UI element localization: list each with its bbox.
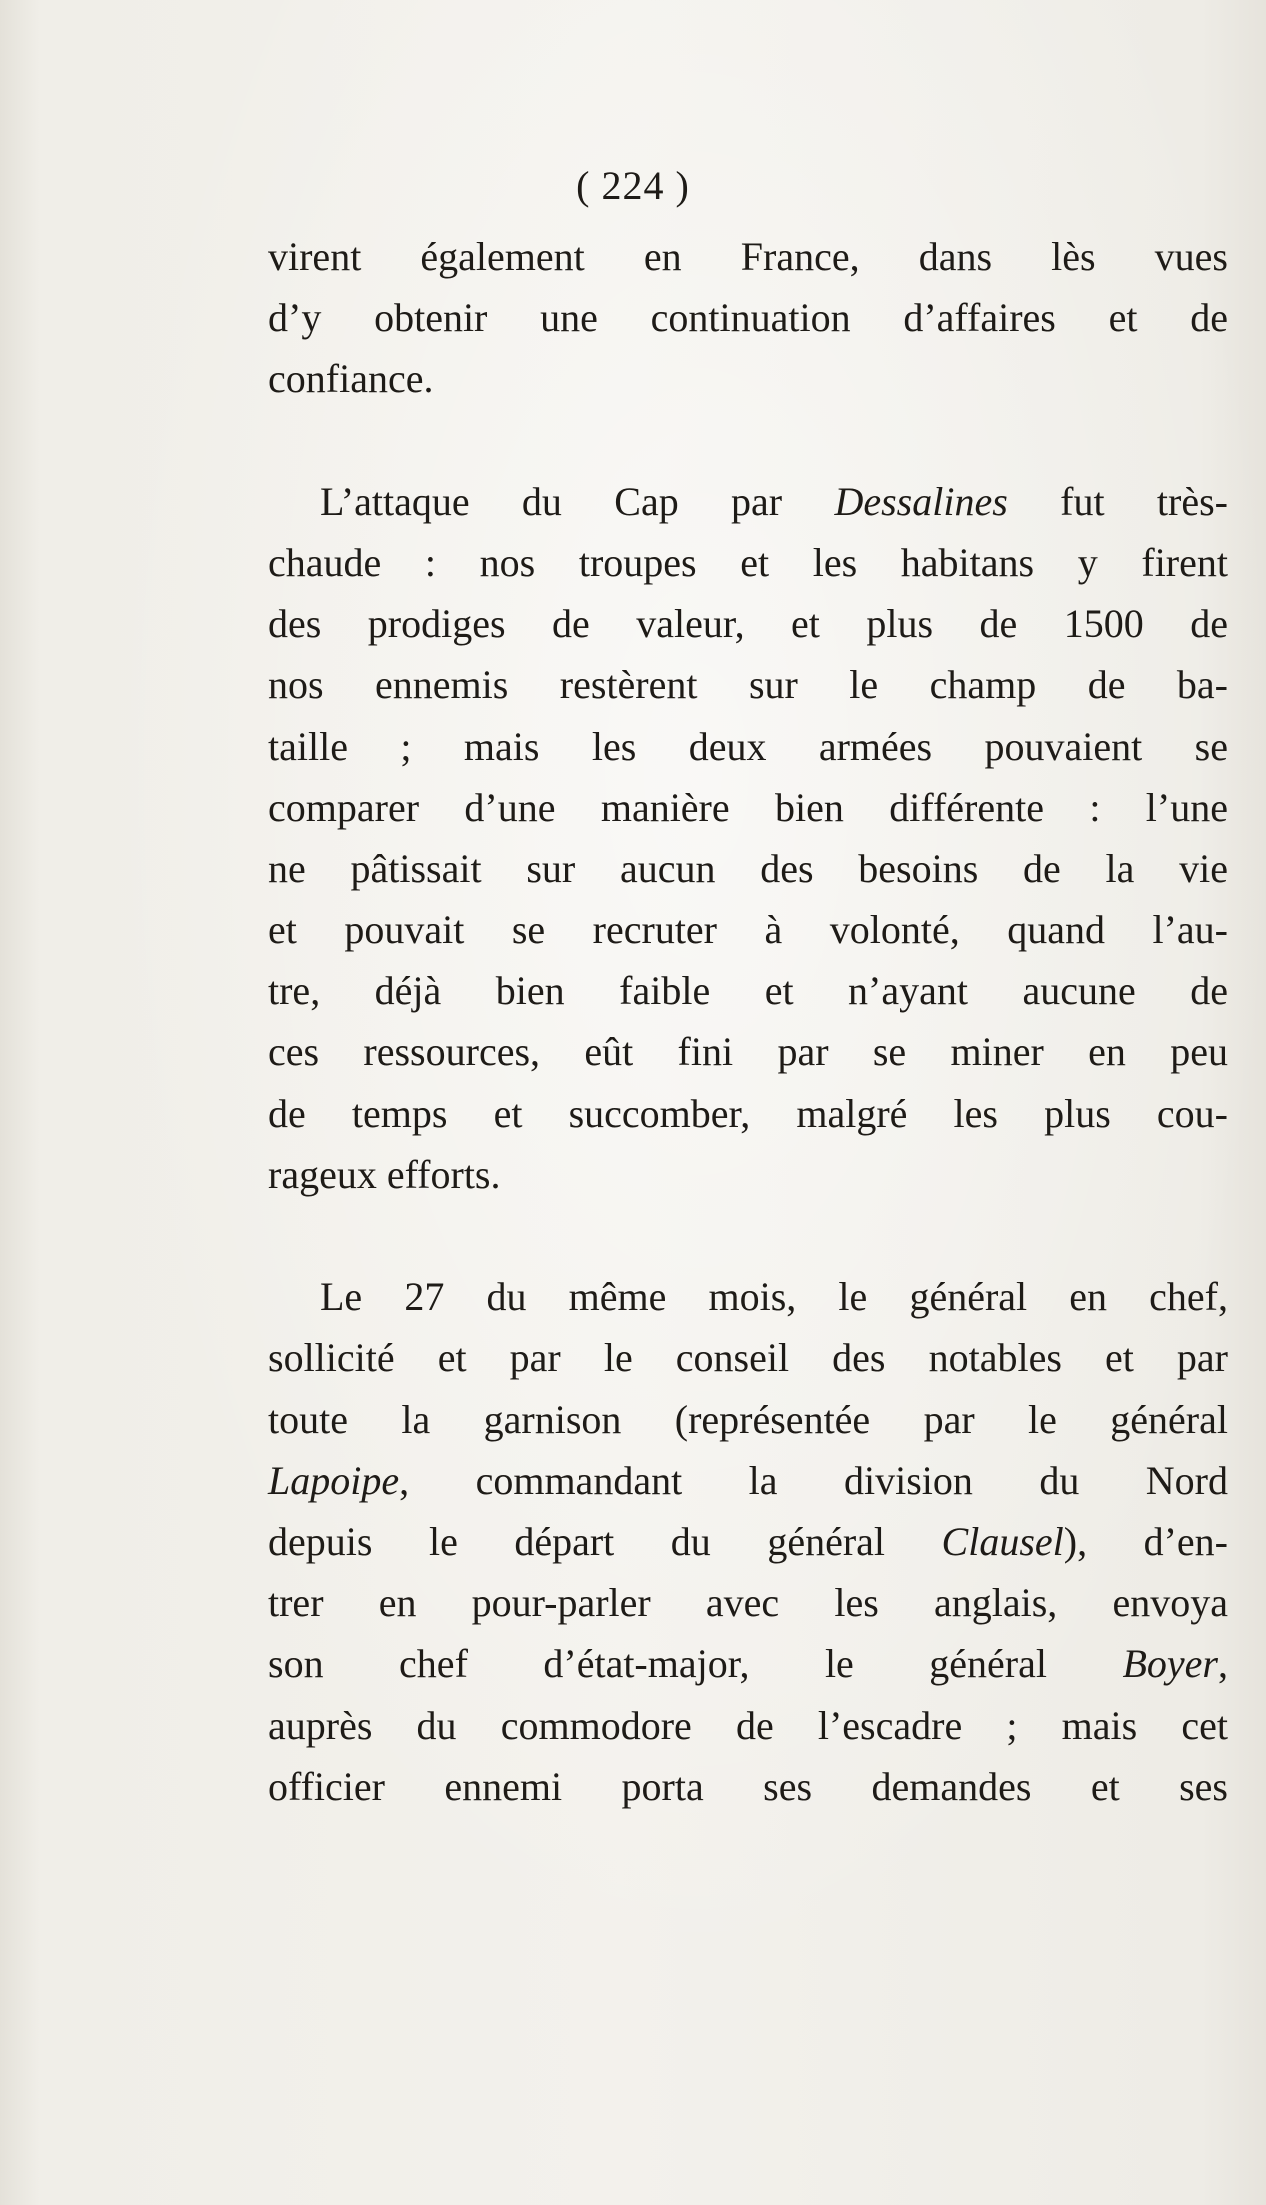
text-segment: et pouvait se recruter à volonté, quand l’au- bbox=[268, 907, 1228, 953]
text-segment: , bbox=[1218, 1641, 1228, 1687]
page-number: ( 224 ) bbox=[576, 163, 690, 208]
text-segment: taille ; mais les deux armées pouvaient se bbox=[268, 723, 1228, 769]
text-line bbox=[268, 1021, 1228, 1082]
text-segment: nos ennemis restèrent sur le champ de ba- bbox=[268, 662, 1228, 708]
italic-name: Boyer bbox=[1122, 1641, 1218, 1687]
text-segment: Le 27 du même mois, le général en chef, bbox=[320, 1274, 1228, 1320]
text-line bbox=[268, 1266, 1228, 1327]
text-segment: sollicité et par le conseil des notables et par bbox=[268, 1335, 1228, 1381]
text-line bbox=[268, 1450, 1228, 1511]
text-segment: trer en pour-parler avec les anglais, envoya bbox=[268, 1580, 1228, 1626]
italic-name: Lapoipe bbox=[268, 1457, 400, 1503]
text-segment: ces ressources, eût fini par se miner en peu bbox=[268, 1029, 1228, 1075]
text-line bbox=[268, 226, 1228, 287]
text-segment: officier ennemi porta ses demandes et ses bbox=[268, 1763, 1228, 1809]
paragraph-gap bbox=[268, 410, 1228, 471]
text-segment: ne pâtissait sur aucun des besoins de la vie bbox=[268, 845, 1228, 891]
text-line bbox=[268, 471, 1228, 532]
text-line bbox=[268, 1633, 1228, 1694]
text-line bbox=[268, 1511, 1228, 1572]
text-line bbox=[268, 532, 1228, 593]
text-segment: son chef d’état-major, le général bbox=[268, 1641, 1123, 1687]
text-segment: tre, déjà bien faible et n’ayant aucune de bbox=[268, 968, 1228, 1014]
italic-name: Clausel bbox=[941, 1518, 1064, 1564]
text-segment: L’attaque du Cap par bbox=[320, 478, 835, 524]
text-line bbox=[268, 1389, 1228, 1450]
text-segment: des prodiges de valeur, et plus de 1500 de bbox=[268, 601, 1228, 647]
text-line bbox=[268, 1327, 1228, 1388]
text-segment: , commandant la division du Nord bbox=[399, 1457, 1228, 1503]
text-segment: rageux efforts. bbox=[268, 1151, 501, 1197]
text-line bbox=[268, 960, 1228, 1021]
paragraph-gap bbox=[268, 1205, 1228, 1266]
body-text bbox=[268, 226, 1228, 1817]
text-segment: toute la garnison (représentée par le général bbox=[268, 1396, 1228, 1442]
text-line bbox=[268, 348, 1228, 409]
text-segment: ), d’en- bbox=[1063, 1518, 1228, 1564]
text-segment: de temps et succomber, malgré les plus cou- bbox=[268, 1090, 1228, 1136]
text-line bbox=[268, 1695, 1228, 1756]
text-line bbox=[268, 838, 1228, 899]
text-line bbox=[268, 1083, 1228, 1144]
text-line bbox=[268, 899, 1228, 960]
text-line bbox=[268, 716, 1228, 777]
text-segment: fut très- bbox=[1007, 478, 1228, 524]
text-line bbox=[268, 654, 1228, 715]
italic-name: Dessalines bbox=[834, 478, 1008, 524]
text-segment: chaude : nos troupes et les habitans y firent bbox=[268, 539, 1228, 585]
text-line bbox=[268, 1572, 1228, 1633]
text-segment: comparer d’une manière bien différente : l’une bbox=[268, 784, 1228, 830]
text-segment: auprès du commodore de l’escadre ; mais cet bbox=[268, 1702, 1228, 1748]
text-segment: confiance. bbox=[268, 356, 434, 402]
text-segment: virent également en France, dans lès vues bbox=[268, 234, 1228, 279]
text-line bbox=[268, 287, 1228, 348]
text-line bbox=[268, 777, 1228, 838]
text-line bbox=[268, 1756, 1228, 1817]
text-line bbox=[268, 593, 1228, 654]
text-line bbox=[268, 1144, 1228, 1205]
text-segment: depuis le départ du général bbox=[268, 1518, 942, 1564]
text-segment: d’y obtenir une continuation d’affaires et de bbox=[268, 295, 1228, 341]
